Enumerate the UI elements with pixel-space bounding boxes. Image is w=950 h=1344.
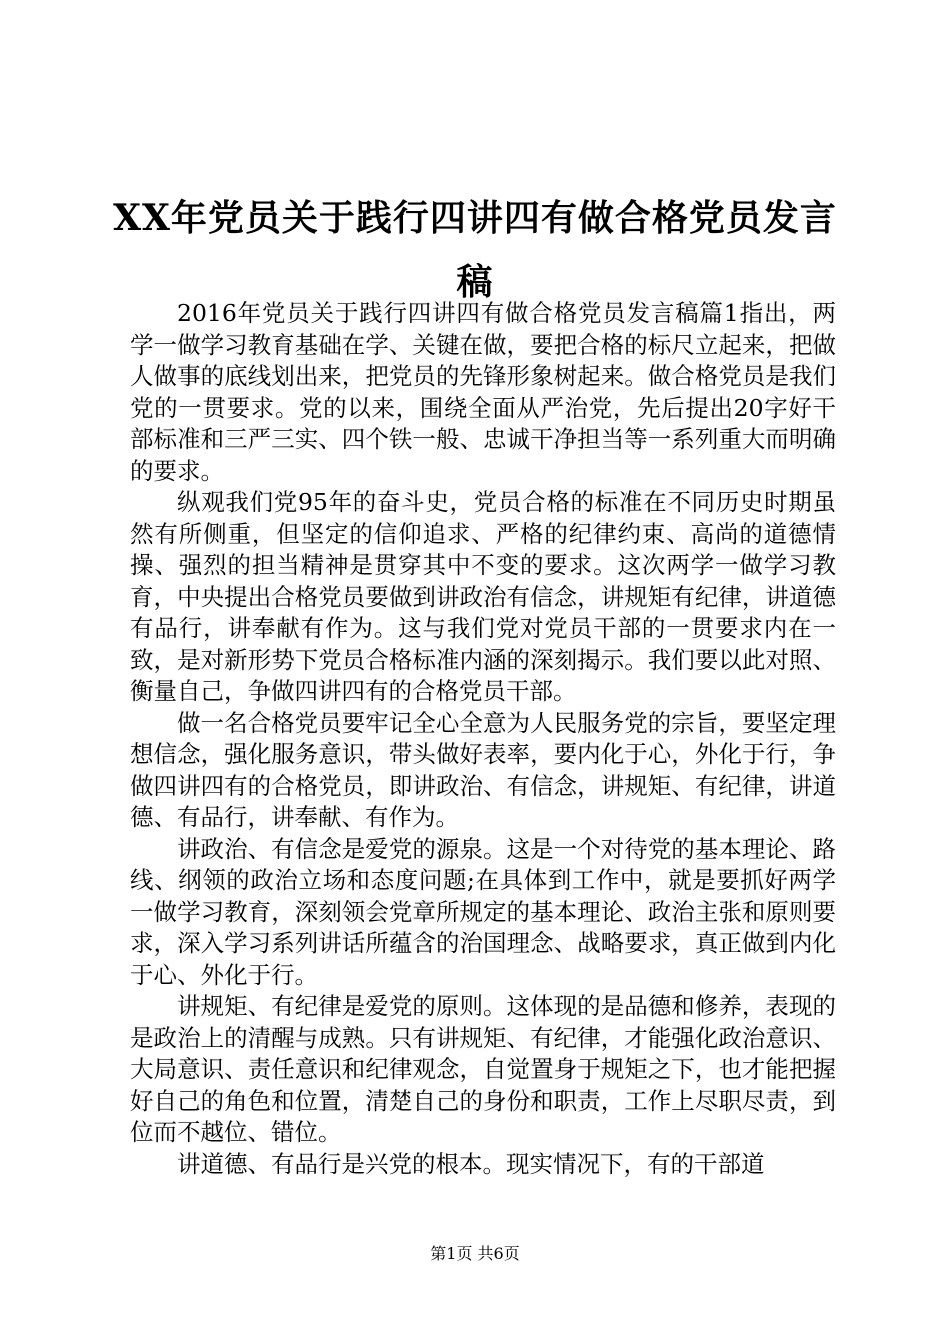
paragraph: 纵观我们党95年的奋斗史，党员合格的标准在不同历史时期虽然有所侧重，但坚定的信仰追求、严格的纪律约束、高尚的道德情操、强烈的担当精神是贯穿其中不变的要求。这次两学一做学习教育，中央提出合格党员要做到讲政治有信念，讲规矩有纪律，讲道德有品行，讲奉献有作为。这与我们党对党员干部的一贯要求内在一致，是对新形势下党员合格标准内涵的深刻揭示。我们要以此对照、衡量自己，争做四讲四有的合格党员干部。 (130, 488, 836, 705)
paragraph: 讲道德、有品行是兴党的根本。现实情况下，有的干部道 (177, 1149, 765, 1178)
paragraph: 做一名合格党员要牢记全心全意为人民服务党的宗旨，要坚定理想信念，强化服务意识，带头做好表率，要内化于心，外化于行，争做四讲四有的合格党员，即讲政治、有信念，讲规矩、有纪律，讲道德、有品行，讲奉献、有作为。 (130, 708, 836, 831)
page-footer: 第1页 共6页 (430, 1244, 520, 1263)
document-title (110, 186, 840, 314)
document-body (130, 298, 836, 1180)
paragraph: 2016年党员关于践行四讲四有做合格党员发言稿篇1指出，两学一做学习教育基础在学、关键在做，要把合格的标尺立起来，把做人做事的底线划出来，把党员的先锋形象树起来。做合格党员是我们党的一贯要求。党的以来，围绕全面从严治党，先后提出20字好干部标准和三严三实、四个铁一般、忠诚干净担当等一系列重大而明确的要求。 (130, 299, 836, 485)
paragraph: 讲政治、有信念是爱党的源泉。这是一个对待党的基本理论、路线、纲领的政治立场和态度问题;在具体到工作中，就是要抓好两学一做学习教育，深刻领会党章所规定的基本理论、政治主张和原则要求，深入学习系列讲话所蕴含的治国理念、战略要求，真正做到内化于心、外化于行。 (130, 834, 836, 989)
title-line-2: 稿 (456, 261, 494, 303)
paragraph: 讲规矩、有纪律是爱党的原则。这体现的是品德和修养，表现的是政治上的清醒与成熟。只有讲规矩、有纪律，才能强化政治意识、大局意识、责任意识和纪律观念，自觉置身于规矩之下，也才能把握好自己的角色和位置，清楚自己的身份和职责，工作上尽职尽责，到位而不越位、错位。 (130, 992, 836, 1146)
title-line-1: XX年党员关于践行四讲四有做合格党员发言 (113, 197, 837, 239)
